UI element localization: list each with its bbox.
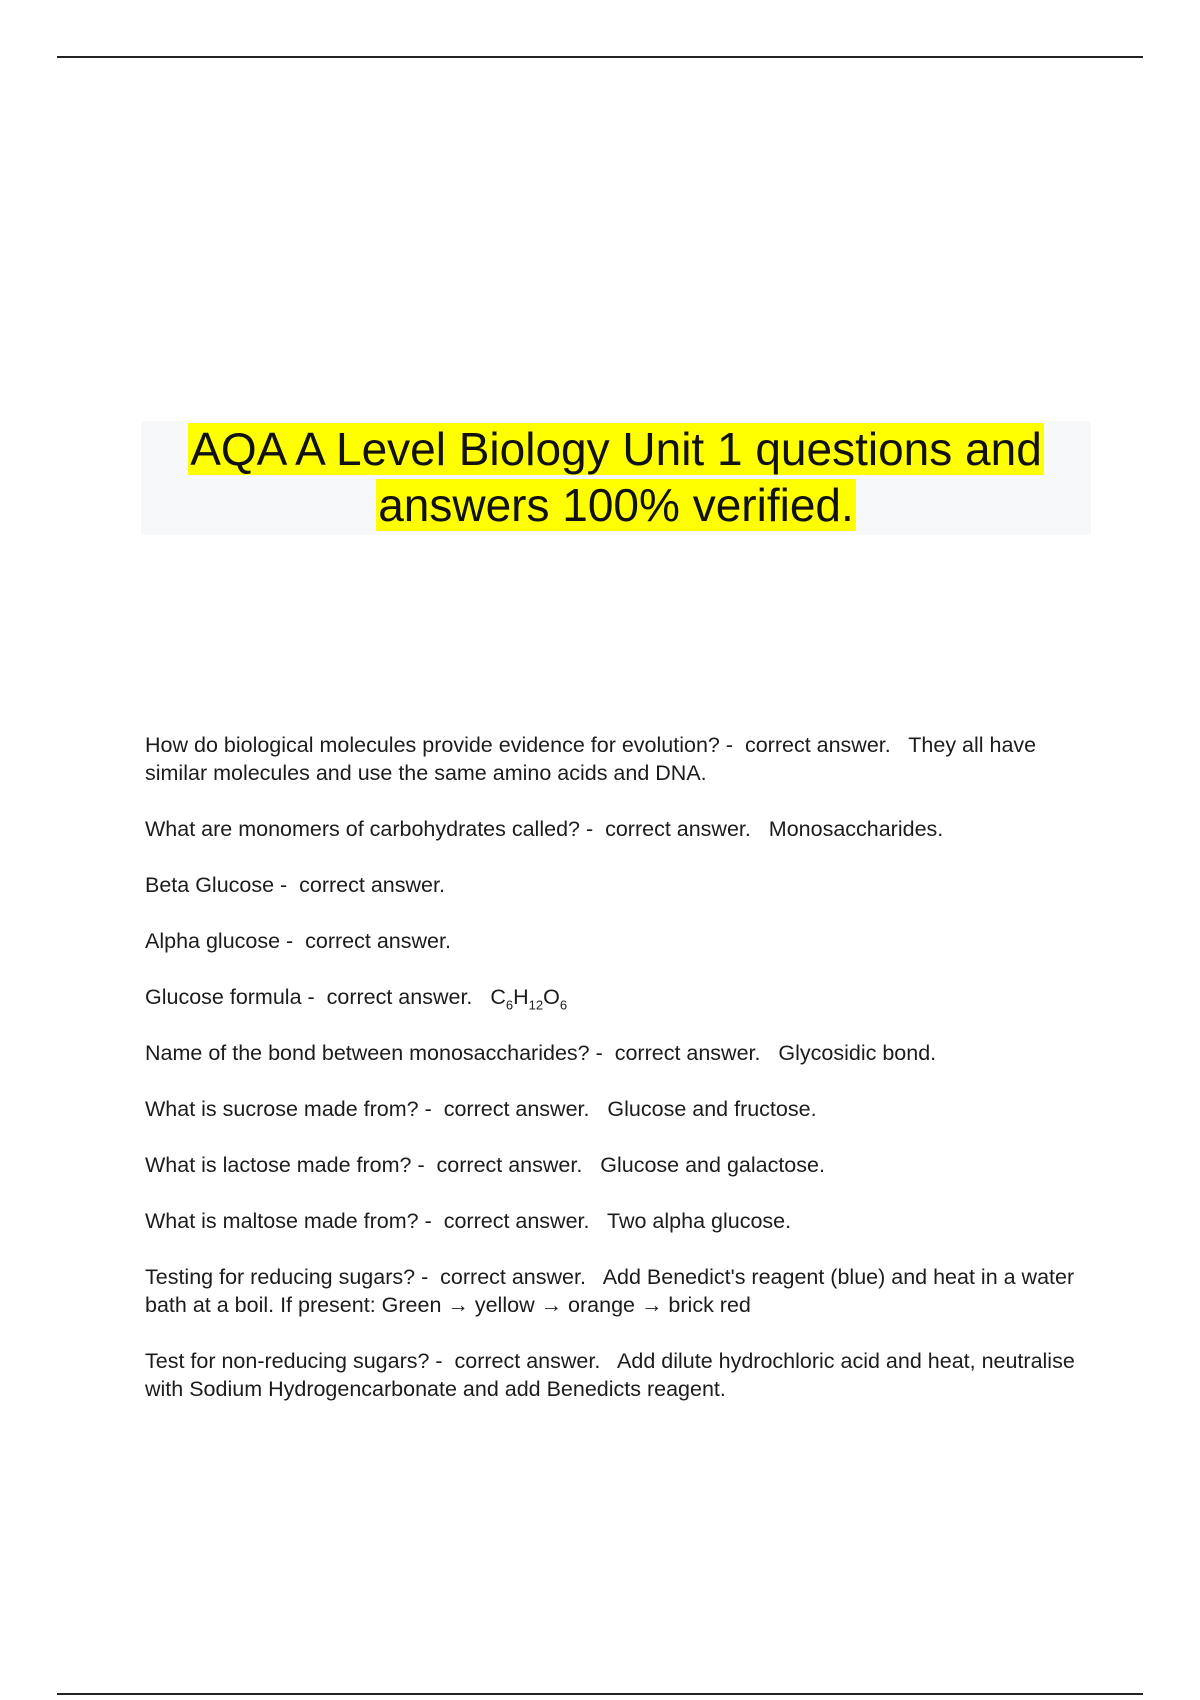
answer-separator: - correct answer.	[589, 1041, 779, 1065]
question: How do biological molecules provide evidence for evolution?	[145, 733, 720, 757]
answer: Glucose and galactose.	[600, 1153, 825, 1177]
answer-separator: - correct answer.	[580, 817, 769, 841]
question: What is lactose made from?	[145, 1153, 412, 1177]
answer: Glucose and fructose.	[607, 1097, 817, 1121]
answer-separator: - correct answer.	[301, 985, 491, 1009]
qa-item	[145, 927, 1095, 955]
qa-item	[145, 1095, 1095, 1123]
title-line-2: answers 100% verified.	[378, 479, 854, 531]
question: Name of the bond between monosaccharides?	[145, 1041, 590, 1065]
answer-separator: - correct answer.	[418, 1209, 608, 1233]
qa-list	[145, 731, 1095, 1431]
question: Glucose formula	[145, 985, 302, 1009]
answer-separator: - correct answer.	[274, 873, 463, 897]
question: What is maltose made from?	[145, 1209, 419, 1233]
qa-item	[145, 731, 1095, 787]
qa-item	[145, 983, 1095, 1011]
qa-item	[145, 1039, 1095, 1067]
glucose-formula: $C_6H_{12}O_6$	[490, 985, 568, 1013]
document-title	[141, 421, 1091, 533]
qa-item	[145, 1207, 1095, 1235]
qa-item	[145, 871, 1095, 899]
qa-item	[145, 1263, 1095, 1319]
answer-separator: - correct answer.	[411, 1153, 601, 1177]
question: Alpha glucose	[145, 929, 281, 953]
answer-separator: - correct answer.	[429, 1349, 618, 1373]
answer-separator: - correct answer.	[719, 733, 909, 757]
question: Test for non-reducing sugars?	[145, 1349, 430, 1373]
question: Beta Glucose	[145, 873, 275, 897]
answer: Monosaccharides.	[768, 817, 944, 841]
top-rule	[57, 56, 1143, 58]
question: What is sucrose made from?	[145, 1097, 419, 1121]
answer: Add Benedict's reagent (blue) and heat in a water bath at a boil. If present: Green → yellow → orange → brick red	[145, 1265, 1075, 1317]
qa-item	[145, 815, 1095, 843]
qa-item	[145, 1151, 1095, 1179]
answer: They all have similar molecules and use the same amino acids and DNA.	[145, 733, 1037, 785]
question: Testing for reducing sugars?	[145, 1265, 416, 1289]
answer-separator: - correct answer.	[280, 929, 469, 953]
answer-separator: - correct answer.	[418, 1097, 608, 1121]
answer: Add dilute hydrochloric acid and heat, neutralise with Sodium Hydrogencarbonate and add Benedicts reagent.	[145, 1349, 1075, 1401]
answer: Glycosidic bond.	[778, 1041, 937, 1065]
answer: Two alpha glucose.	[607, 1209, 792, 1233]
title-line-1: AQA A Level Biology Unit 1 questions and	[190, 423, 1042, 475]
bottom-rule	[57, 1693, 1143, 1695]
question: What are monomers of carbohydrates called?	[145, 817, 580, 841]
qa-item	[145, 1347, 1095, 1403]
answer-separator: - correct answer.	[415, 1265, 603, 1289]
